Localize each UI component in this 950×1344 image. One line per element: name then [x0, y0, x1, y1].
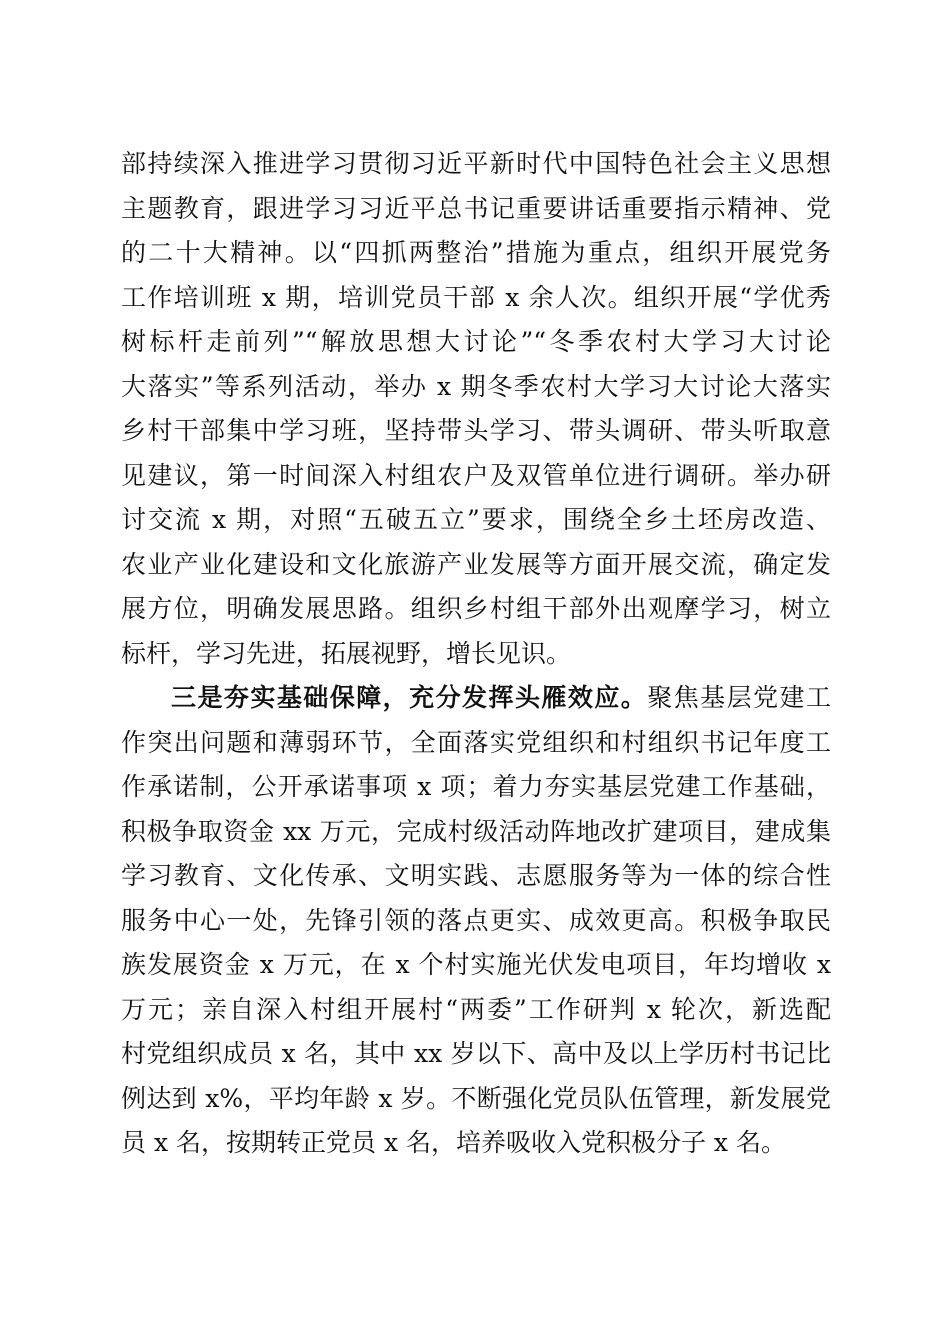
paragraph-1-line: 标杆，学习先进，拓展视野，增长见识。 — [121, 638, 572, 668]
paragraph-1-line: 讨交流 x 期，对照“五破五立”要求，围绕全乡土坯房改造、 — [121, 505, 831, 534]
paragraph-2-line: 作突出问题和薄弱环节，全面落实党组织和村组织书记年度工 — [121, 727, 831, 757]
paragraph-2-line: 村党组织成员 x 名，其中 xx 岁以下、高中及以上学历村书记比 — [121, 1039, 831, 1068]
paragraph-2 — [121, 676, 831, 1166]
paragraph-2-line: 员 x 名，按期转正党员 x 名，培养吸收入党积极分子 x 名。 — [121, 1128, 786, 1157]
paragraph-1-line: 主题教育，跟进学习习近平总书记重要讲话重要指示精神、党 — [121, 193, 831, 223]
paragraph-2-line: 万元；亲自深入村组开展村“两委”工作研判 x 轮次，新选配 — [121, 994, 831, 1024]
paragraph-2-line: 服务中心一处，先锋引领的落点更实、成效更高。积极争取民 — [121, 905, 831, 935]
paragraph-1-line: 的二十大精神。以“四抓两整治”措施为重点，组织开展党务 — [121, 238, 831, 267]
paragraph-1-line: 农业产业化建设和文化旅游产业发展等方面开展交流，确定发 — [121, 549, 831, 579]
paragraph-1-line: 大落实”等系列活动，举办 x 期冬季农村大学习大讨论大落实 — [121, 371, 831, 401]
paragraph-1-line: 乡村干部集中学习班，坚持带头学习、带头调研、带头听取意 — [121, 416, 831, 445]
paragraph-2-line: 族发展资金 x 万元，在 x 个村实施光伏发电项目，年均增收 x — [121, 950, 831, 979]
paragraph-1-line: 部持续深入推进学习贯彻习近平新时代中国特色社会主义思想 — [121, 149, 831, 178]
paragraph-2-first-line-rest: 聚焦基层党建工 — [647, 683, 831, 712]
paragraph-1-line: 工作培训班 x 期，培训党员干部 x 余人次。组织开展“学优秀 — [121, 282, 831, 312]
paragraph-2-line: 积极争取资金 xx 万元，完成村级活动阵地改扩建项目，建成集 — [121, 816, 831, 846]
paragraph-2-first-line — [121, 676, 831, 721]
paragraph-1-line: 树标杆走前列”“解放思想大讨论”“冬季农村大学习大讨论 — [121, 327, 831, 356]
paragraph-1-line: 见建议，第一时间深入村组农户及双管单位进行调研。举办研 — [121, 460, 831, 490]
paragraph-1 — [121, 142, 831, 676]
paragraph-2-line: 学习教育、文化传承、文明实践、志愿服务等为一体的综合性 — [121, 861, 831, 890]
paragraph-1-line: 展方位，明确发展思路。组织乡村组干部外出观摩学习，树立 — [121, 594, 831, 623]
paragraph-2-lead-in: 三是夯实基础保障，充分发挥头雁效应。 — [171, 683, 648, 712]
paragraph-2-line: 例达到 x%，平均年龄 x 岁。不断强化党员队伍管理，新发展党 — [121, 1083, 831, 1113]
paragraph-2-line: 作承诺制，公开承诺事项 x 项；着力夯实基层党建工作基础， — [121, 772, 831, 801]
